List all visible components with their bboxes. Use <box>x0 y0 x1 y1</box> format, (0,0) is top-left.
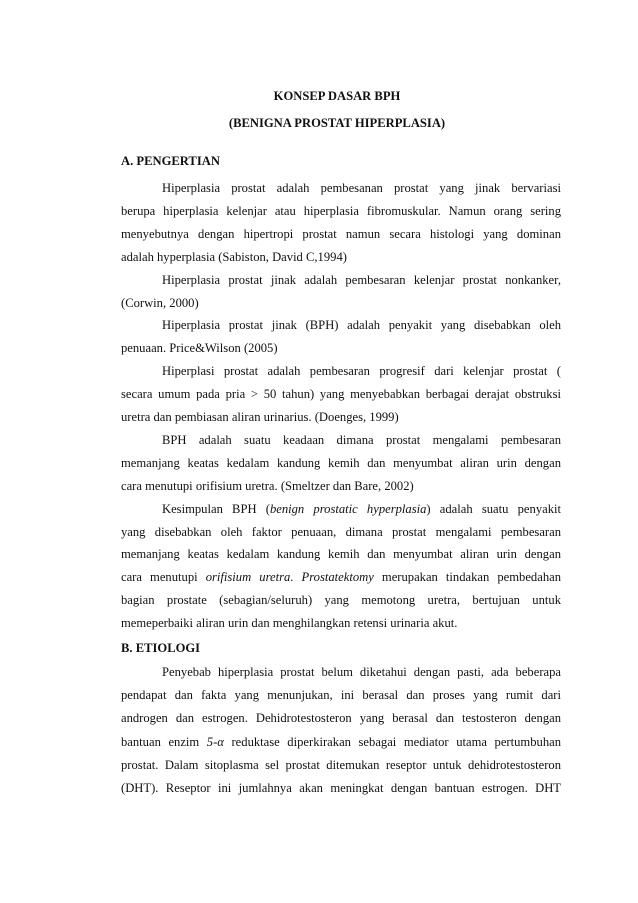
paragraph-line: Hiperplasi prostat adalah pembesaran progresif dari kelenjar prostat ( <box>162 364 561 379</box>
paragraph-line: androgen dan estrogen. Dehidrotestosteron yang berasal dan testosteron dengan <box>121 711 561 726</box>
paragraph-line: berupa hiperplasia kelenjar atau hiperplasia fibromuskular. Namun orang sering <box>121 203 561 218</box>
paragraph-line: cara menutupi orifisium uretra. (Smeltzer dan Bare, 2002) <box>121 478 414 493</box>
paragraph-line: bagian prostate (sebagian/seluruh) yang memotong uretra, bertujuan untuk <box>121 593 561 608</box>
paragraph-line: Hiperplasia prostat jinak (BPH) adalah penyakit yang disebabkan oleh <box>162 318 561 333</box>
paragraph-line: menyebutnya dengan hipertropi prostat namun secara histologi yang dominan <box>121 226 561 241</box>
paragraph-line: uretra dan pembiasan aliran urinarius. (Doenges, 1999) <box>121 410 399 424</box>
paragraph-line: Hiperplasia prostat adalah pembesanan prostat yang jinak bervariasi <box>162 181 561 195</box>
paragraph-line: yang disebabkan oleh faktor penuaan, dimana prostat mengalami pembesaran <box>121 524 561 539</box>
paragraph-line: (Corwin, 2000) <box>121 295 199 310</box>
paragraph-line: Hiperplasia prostat jinak adalah pembesaran kelenjar prostat nonkanker, <box>162 272 561 287</box>
paragraph-line: memeperbaiki aliran urin dan menghilangkan retensi urinaria akut. <box>121 616 458 631</box>
document-subtitle: (BENIGNA PROSTAT HIPERPLASIA) <box>228 116 446 130</box>
paragraph-line: (DHT). Reseptor ini jumlahnya akan meningkat dengan bantuan estrogen. DHT <box>121 781 561 795</box>
paragraph-line: cara menutupi orifisium uretra. Prostatektomy merupakan tindakan pembedahan <box>121 570 562 585</box>
document-title: KONSEP DASAR BPH <box>273 89 401 103</box>
paragraph-line: secara umum pada pria > 50 tahun) yang menyebabkan berbagai derajat obstruksi <box>121 387 561 402</box>
section-heading-pengertian: A. PENGERTIAN <box>121 154 220 168</box>
paragraph-line: memanjang keatas kedalam kandung kemih dan menyumbat aliran urin dengan <box>121 547 561 562</box>
section-heading-etiologi: B. ETIOLOGI <box>121 641 201 655</box>
paragraph-line: Kesimpulan BPH (benign prostatic hyperplasia) adalah suatu penyakit <box>162 501 561 516</box>
paragraph-line: adalah hyperplasia (Sabiston, David C,1994) <box>121 249 347 264</box>
paragraph-line: prostat. Dalam sitoplasma sel prostat ditemukan reseptor untuk dehidrotestosteron <box>121 757 561 772</box>
paragraph-line: penuaan. Price&Wilson (2005) <box>121 341 278 356</box>
paragraph-line: memanjang keatas kedalam kandung kemih dan menyumbat aliran urin dengan <box>121 455 561 470</box>
paragraph-line: pendapat dan fakta yang menunjukan, ini berasal dan proses yang rumit dari <box>121 688 561 703</box>
paragraph-line: BPH adalah suatu keadaan dimana prostat mengalami pembesaran <box>162 432 561 447</box>
paragraph-line: bantuan enzim 5-α reduktase diperkirakan sebagai mediator utama pertumbuhan <box>121 734 561 749</box>
paragraph-line: Penyebab hiperplasia prostat belum diketahui dengan pasti, ada beberapa <box>162 665 561 679</box>
